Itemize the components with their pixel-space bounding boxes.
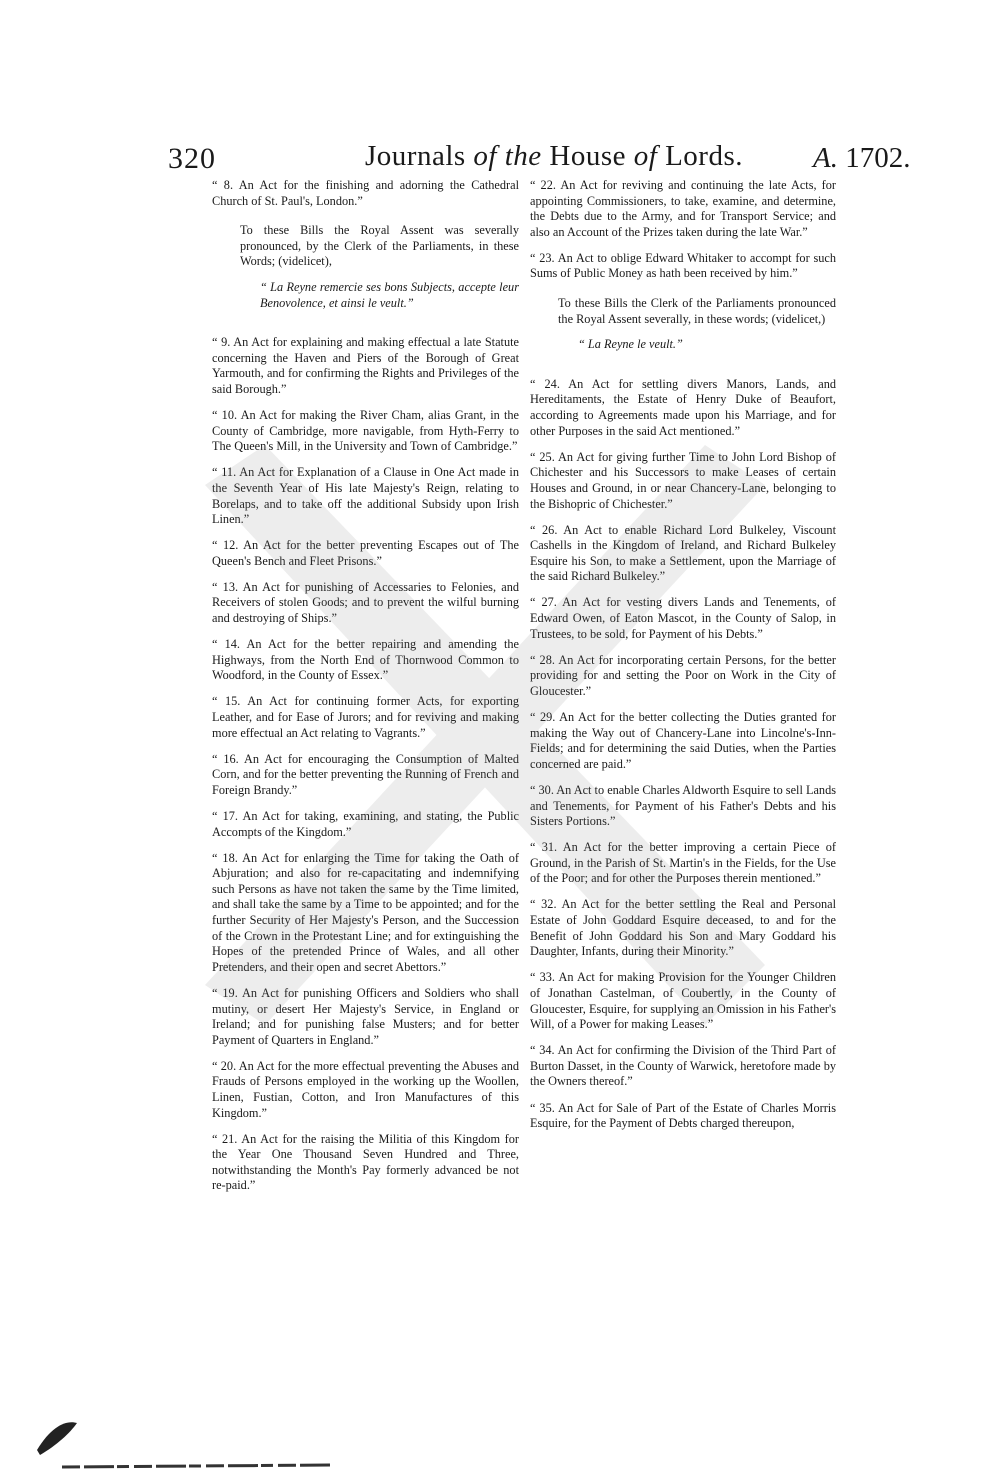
assent-intro: To these Bills the Clerk of the Parliaments pronounced the Royal Assent severally, in these words; (videlicet,): [558, 296, 836, 326]
assent-intro: To these Bills the Royal Assent was severally pronounced, by the Clerk of the Parliaments, in these Words; (videlicet),: [240, 223, 519, 269]
assent-formula: “ La Reyne remercie ses bons Subjects, accepte leur Benovolence, et ainsi le veult.”: [260, 279, 519, 310]
act-entry: “ 33. An Act for making Provision for the Younger Children of Jonathan Castelman, of Coubertly, in the County of Gloucester, Esquire, for supplying an Omission in his Father's Will, of a Power for making Leases.”: [530, 970, 836, 1032]
year-prefix: A.: [813, 142, 838, 174]
act-entry: “ 11. An Act for Explanation of a Clause in One Act made in the Seventh Year of His late Majesty's Reign, relating to Borelaps, and to take off the additional Subsidy upon Irish Linen.”: [212, 465, 519, 527]
act-entry: “ 30. An Act to enable Charles Aldworth Esquire to sell Lands and Tenements, for Payment of his Father's Debts and his Sisters Portions.”: [530, 782, 836, 829]
act-entry: “ 17. An Act for taking, examining, and stating, the Public Accompts of the Kingdom.”: [212, 809, 519, 839]
title-word: Journals: [365, 140, 466, 172]
act-entry: “ 35. An Act for Sale of Part of the Estate of Charles Morris Esquire, for the Payment of Debts charged thereupon,: [530, 1100, 836, 1131]
act-entry: “ 8. An Act for the finishing and adorning the Cathedral Church of St. Paul's, London.”: [212, 178, 519, 208]
act-entry: “ 16. An Act for encouraging the Consumption of Malted Corn, and for the better preventing the Running of French and Foreign Brandy.”: [212, 751, 519, 797]
act-entry: “ 24. An Act for settling divers Manors, Lands, and Hereditaments, the Estate of Henry Duke of Beaufort, according to Agreements made upon his Marriage, and for other Purposes in the said Act mentioned.”: [530, 376, 836, 438]
right-column: [530, 178, 836, 1142]
quill-mark: [32, 1415, 332, 1475]
act-entry: “ 29. An Act for the better collecting the Duties granted for making the Way out of Chancery-Lane into Lincolne's-Inn-Fields; and for determining the said Duties, when the Parties concerned are paid.”: [530, 710, 836, 771]
act-entry: “ 14. An Act for the better repairing and amending the Highways, from the North End of Thornwood Common to Woodford, in the County of Essex.”: [212, 637, 519, 683]
year-heading: [813, 142, 910, 175]
act-entry: “ 32. An Act for the better settling the Real and Personal Estate of John Goddard Esquire deceased, to and for the Benefit of John Goddard his Son and Mary Goddard his Daughter, Infants, during their Minority.”: [530, 897, 836, 959]
year-value: 1702.: [845, 142, 911, 174]
act-entry: “ 12. An Act for the better preventing Escapes out of The Queen's Bench and Fleet Prisons.”: [212, 538, 519, 568]
act-entry: “ 23. An Act to oblige Edward Whitaker to accompt for such Sums of Public Money as hath been received by him.”: [530, 250, 836, 281]
title-word: of: [633, 140, 658, 172]
act-entry: “ 27. An Act for vesting divers Lands and Tenements, of Edward Owen, of Eaton Mascot, in the County of Salop, in Trustees, to be sold, for Payment of his Debts.”: [530, 595, 836, 641]
title-word: House: [549, 140, 627, 172]
assent-formula: “ La Reyne le veult.”: [578, 337, 683, 352]
title-word: Lords.: [665, 140, 744, 172]
act-entry: “ 34. An Act for confirming the Division of the Third Part of Burton Dasset, in the County of Warwick, heretofore made by the Owners thereof.”: [530, 1043, 836, 1089]
act-entry: “ 20. An Act for the more effectual preventing the Abuses and Frauds of Persons employed in the working up the Woollen, Linen, Fustian, Cotton, and Iron Manufactures of this Kingdom.”: [212, 1058, 519, 1120]
act-entry: “ 28. An Act for incorporating certain Persons, for the better providing for and setting the Poor on Work in the City of Gloucester.”: [530, 652, 836, 698]
act-entry: “ 15. An Act for continuing former Acts, for exporting Leather, and for Ease of Jurors; and for reviving and making more effectual an Act relating to Vagrants.”: [212, 694, 519, 740]
act-entry: “ 19. An Act for punishing Officers and Soldiers who shall mutiny, or desert Her Majesty's Service, in England or Ireland; and for punishing false Musters; and for better Payment of Quarters in England.”: [212, 985, 519, 1047]
running-title: [365, 140, 743, 173]
left-column: [212, 178, 519, 1205]
act-entry: “ 22. An Act for reviving and continuing the late Acts, for appointing Commissioners, to take, examine, and determine, the Debts due to the Army, and for Transport Service; and also an Account of the Prizes taken during the late War.”: [530, 178, 836, 239]
act-entry: “ 18. An Act for enlarging the Time for taking the Oath of Abjuration; and also for re-capacitating and indemnifying such Persons as have not taken the same by the Time limited, and shall take the same by a Time to be appointed; and for the further Security of Her Majesty's Person, and the Succession of the Crown in the Protestant Line; and for extinguishing the Hopes of the pretended Prince of Wales, and all other Pretenders, and their open and secret Abettors.”: [212, 850, 519, 974]
act-entry: “ 26. An Act to enable Richard Lord Bulkeley, Viscount Cashells in the Kingdom of Ireland, and Richard Bulkeley Esquire his Son, to make a Settlement, upon the Marriage of the said Richard Bulkeley.”: [530, 522, 836, 584]
act-entry: “ 9. An Act for explaining and making effectual a late Statute concerning the Haven and Piers of the Borough of Great Yarmouth, and for confirming the Rights and Privileges of the said Borough.”: [212, 335, 519, 396]
act-entry: “ 25. An Act for giving further Time to John Lord Bishop of Chichester and his Successors to make Leases of certain Houses and Ground, in or near Chancery-Lane, belonging to the Bishopric of Chichester.”: [530, 449, 836, 511]
act-entry: “ 21. An Act for the raising the Militia of this Kingdom for the Year One Thousand Seven Hundred and Three, notwithstanding the Month's Pay formerly advanced be not re-paid.”: [212, 1131, 519, 1193]
title-word: of: [473, 140, 497, 172]
act-entry: “ 13. An Act for punishing of Accessaries to Felonies, and Receivers of stolen Goods; and to prevent the wilful burning and destroying of Ships.”: [212, 579, 519, 626]
act-entry: “ 10. An Act for making the River Cham, alias Grant, in the County of Cambridge, more navigable, from Hyth-Ferry to The Queen's Mill, in the University and Town of Cambridge.”: [212, 408, 519, 454]
act-entry: “ 31. An Act for the better improving a certain Piece of Ground, in the Parish of St. Martin's in the Fields, for the Use of the Poor; and for other the Purposes therein mentioned.”: [530, 840, 836, 886]
title-word: the: [504, 140, 542, 172]
page-number: 320: [168, 142, 216, 175]
